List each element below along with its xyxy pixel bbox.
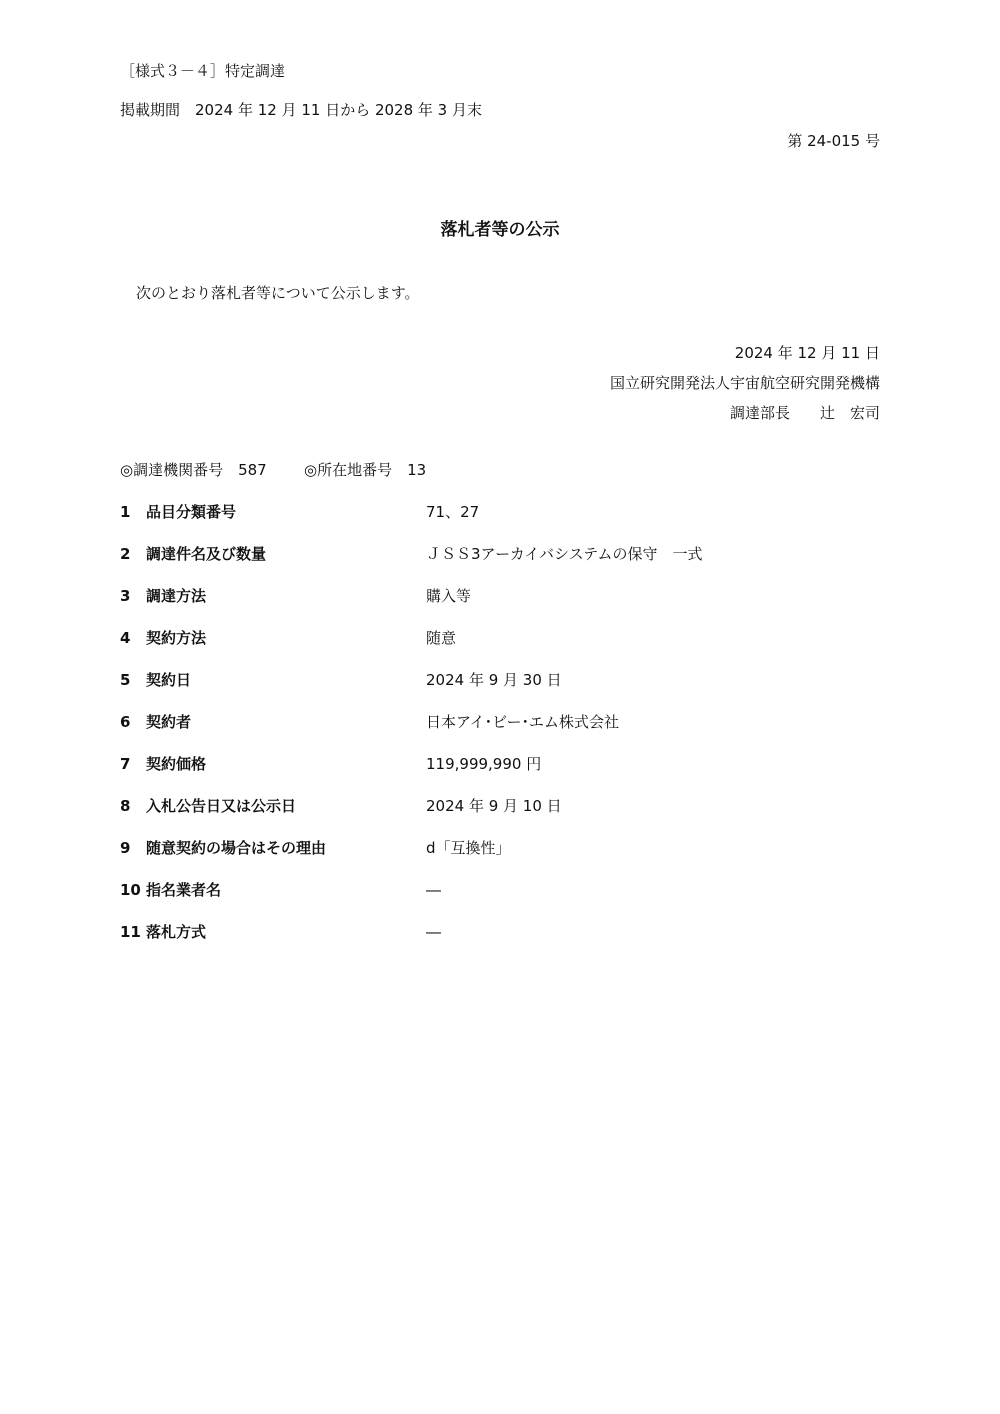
item-value: ― [426, 923, 441, 941]
item-number: 1 [120, 503, 131, 521]
item-number: 5 [120, 671, 131, 689]
document-number: 第 24-015 号 [787, 132, 880, 150]
list-item [0, 544, 1000, 564]
item-value: ― [426, 881, 441, 899]
page-title: 落札者等の公示 [440, 220, 560, 240]
item-value: 2024 年 9 月 10 日 [426, 797, 562, 815]
list-item [0, 670, 1000, 690]
list-item [0, 502, 1000, 522]
item-label: 契約方法 [146, 629, 207, 647]
item-value: 購入等 [426, 587, 472, 605]
item-label: 契約者 [146, 713, 192, 731]
item-label: 指名業者名 [146, 881, 222, 899]
item-value: 2024 年 9 月 30 日 [426, 671, 562, 689]
item-label: 調達件名及び数量 [146, 545, 267, 563]
item-number: 8 [120, 797, 131, 815]
item-label: 入札公告日又は公示日 [146, 797, 297, 815]
list-item [0, 628, 1000, 648]
list-item [0, 712, 1000, 732]
item-number: 11 [120, 923, 141, 941]
list-item [0, 586, 1000, 606]
item-number: 9 [120, 839, 131, 857]
item-label: 調達方法 [146, 587, 207, 605]
item-number: 3 [120, 587, 131, 605]
item-label: 契約価格 [146, 755, 207, 773]
item-number: 4 [120, 629, 131, 647]
list-item [0, 796, 1000, 816]
list-item [0, 754, 1000, 774]
item-label: 契約日 [146, 671, 192, 689]
item-value: ＪＳＳ3アーカイバシステムの保守 一式 [426, 545, 703, 563]
item-value: 随意 [426, 629, 457, 647]
location-code: ◎所在地番号 13 [304, 461, 427, 479]
item-value: 日本アイ･ビー･エム株式会社 [426, 713, 620, 731]
item-label: 随意契約の場合はその理由 [146, 839, 327, 857]
item-number: 2 [120, 545, 131, 563]
form-label: ［様式３－４］特定調達 [120, 62, 286, 80]
list-item [0, 838, 1000, 858]
issuer-organization: 国立研究開発法人宇宙航空研究開発機構 [609, 374, 880, 392]
issue-date: 2024 年 12 月 11 日 [734, 344, 880, 362]
item-value: 119,999,990 円 [426, 755, 542, 773]
item-value: d「互換性」 [426, 839, 511, 857]
list-item [0, 922, 1000, 942]
item-number: 10 [120, 881, 141, 899]
item-label: 落札方式 [146, 923, 207, 941]
agency-code: ◎調達機関番号 587 [120, 461, 267, 479]
intro-text: 次のとおり落札者等について公示します。 [136, 284, 420, 302]
item-label: 品目分類番号 [146, 503, 237, 521]
posting-period: 掲載期間 2024 年 12 月 11 日から 2028 年 3 月末 [120, 101, 482, 119]
item-number: 6 [120, 713, 131, 731]
item-number: 7 [120, 755, 131, 773]
list-item [0, 880, 1000, 900]
issuer-person: 調達部長 辻 宏司 [729, 404, 880, 422]
item-value: 71、27 [426, 503, 480, 521]
